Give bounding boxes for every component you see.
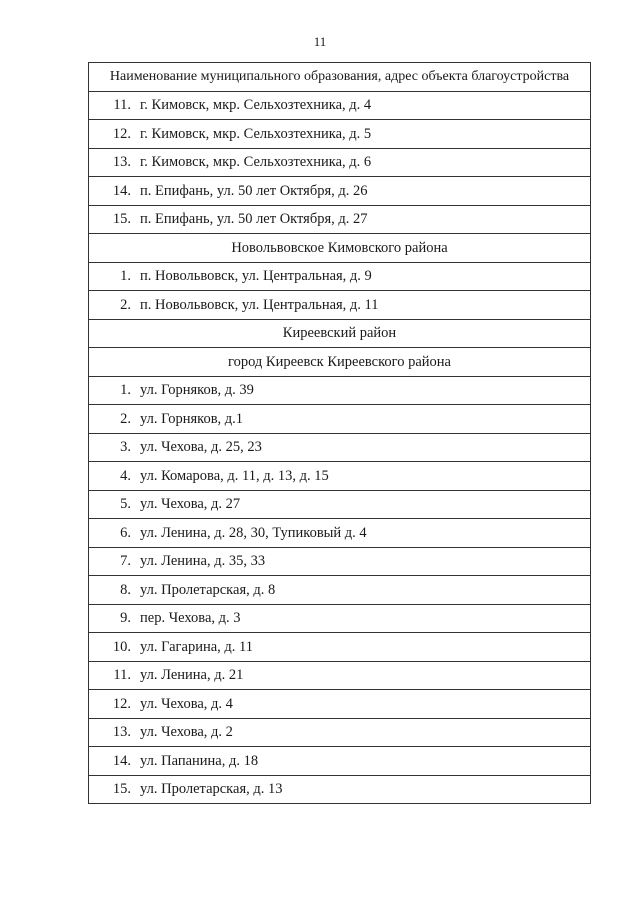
- address-cell: [89, 177, 591, 206]
- row-number: 7.: [120, 553, 131, 569]
- address-cell: [89, 604, 591, 633]
- table-row: [89, 547, 591, 576]
- address-cell: [89, 519, 591, 548]
- address-text: ул. Чехова, д. 27: [140, 496, 241, 512]
- row-number: 11.: [113, 97, 131, 113]
- address-text: г. Кимовск, мкр. Сельхозтехника, д. 5: [140, 125, 372, 142]
- row-number: 2.: [120, 296, 131, 313]
- table-row: [89, 120, 591, 149]
- row-number: 8.: [120, 581, 131, 598]
- row-number: 9.: [120, 610, 131, 626]
- address-cell: [89, 376, 591, 405]
- address-cell: [89, 690, 591, 719]
- address-cell: [89, 291, 591, 320]
- page-number: 11: [313, 34, 327, 49]
- section-header-row: [89, 234, 591, 263]
- address-text: ул. Горняков, д. 39: [140, 382, 254, 398]
- row-number: 15.: [112, 211, 131, 227]
- address-text: п. Новольвовск, ул. Центральная, д. 9: [140, 268, 372, 284]
- address-cell: [89, 148, 591, 177]
- address-text: г. Кимовск, мкр. Сельхозтехника, д. 6: [140, 154, 372, 170]
- table-row: [89, 718, 591, 747]
- row-number: 2.: [120, 410, 131, 427]
- row-number: 6.: [120, 524, 131, 541]
- table-row: [89, 690, 591, 719]
- address-cell: [89, 576, 591, 605]
- table-row: [89, 262, 591, 291]
- address-text: ул. Горняков, д.1: [140, 410, 244, 427]
- address-text: ул. Чехова, д. 25, 23: [140, 439, 262, 455]
- address-text: ул. Пролетарская, д. 8: [140, 581, 276, 598]
- address-text: ул. Папанина, д. 18: [140, 752, 259, 769]
- address-cell: [89, 205, 591, 234]
- table-row: [89, 376, 591, 405]
- address-text: пер. Чехова, д. 3: [140, 610, 241, 626]
- address-text: ул. Ленина, д. 35, 33: [140, 553, 266, 569]
- section-title: Киреевский район: [89, 319, 591, 348]
- row-number: 5.: [120, 496, 131, 512]
- address-cell: [89, 91, 591, 120]
- address-text: ул. Ленина, д. 28, 30, Тупиковый д. 4: [140, 524, 367, 541]
- row-number: 12.: [112, 125, 131, 142]
- address-cell: [89, 490, 591, 519]
- address-text: п. Епифань, ул. 50 лет Октября, д. 26: [140, 182, 368, 199]
- row-number: 10.: [112, 638, 131, 655]
- address-text: ул. Гагарина, д. 11: [140, 638, 253, 655]
- address-text: ул. Чехова, д. 2: [140, 724, 233, 740]
- table-row: [89, 291, 591, 320]
- table-row: [89, 433, 591, 462]
- address-table: [88, 62, 591, 804]
- address-text: ул. Чехова, д. 4: [140, 695, 233, 712]
- table-row: [89, 661, 591, 690]
- row-number: 4.: [120, 467, 131, 484]
- address-text: г. Кимовск, мкр. Сельхозтехника, д. 4: [140, 97, 372, 113]
- address-cell: [89, 120, 591, 149]
- address-text: п. Новольвовск, ул. Центральная, д. 11: [140, 296, 379, 313]
- address-cell: [89, 633, 591, 662]
- table-row: [89, 148, 591, 177]
- address-text: ул. Ленина, д. 21: [140, 667, 244, 683]
- section-header-row: [89, 319, 591, 348]
- address-cell: [89, 262, 591, 291]
- address-cell: [89, 775, 591, 804]
- address-text: ул. Пролетарская, д. 13: [140, 781, 283, 797]
- table-row: [89, 462, 591, 491]
- row-number: 3.: [120, 439, 131, 455]
- row-number: 13.: [112, 154, 131, 170]
- table-row: [89, 519, 591, 548]
- table-row: [89, 91, 591, 120]
- address-cell: [89, 747, 591, 776]
- table-row: [89, 775, 591, 804]
- address-cell: [89, 462, 591, 491]
- table-row: [89, 205, 591, 234]
- row-number: 14.: [112, 752, 131, 769]
- table-row: [89, 177, 591, 206]
- row-number: 1.: [120, 268, 131, 284]
- row-number: 11.: [113, 667, 131, 683]
- table-row: [89, 604, 591, 633]
- address-cell: [89, 547, 591, 576]
- row-number: 14.: [112, 182, 131, 199]
- table-body: [89, 63, 591, 804]
- row-number: 15.: [112, 781, 131, 797]
- row-number: 1.: [120, 382, 131, 398]
- address-text: ул. Комарова, д. 11, д. 13, д. 15: [140, 467, 329, 484]
- row-number: 12.: [112, 695, 131, 712]
- table-header-row: [89, 63, 591, 92]
- address-cell: [89, 718, 591, 747]
- section-header-row: [89, 348, 591, 377]
- section-title: город Киреевск Киреевского района: [89, 348, 591, 377]
- table-row: [89, 576, 591, 605]
- table-row: [89, 490, 591, 519]
- address-text: п. Епифань, ул. 50 лет Октября, д. 27: [140, 211, 368, 227]
- table-row: [89, 633, 591, 662]
- row-number: 13.: [112, 724, 131, 740]
- table-header-cell: Наименование муниципального образования, адрес объекта благоустройства: [89, 63, 591, 92]
- table-row: [89, 747, 591, 776]
- address-cell: [89, 661, 591, 690]
- section-title: Новольвовское Кимовского района: [89, 234, 591, 263]
- address-cell: [89, 405, 591, 434]
- table-row: [89, 405, 591, 434]
- address-cell: [89, 433, 591, 462]
